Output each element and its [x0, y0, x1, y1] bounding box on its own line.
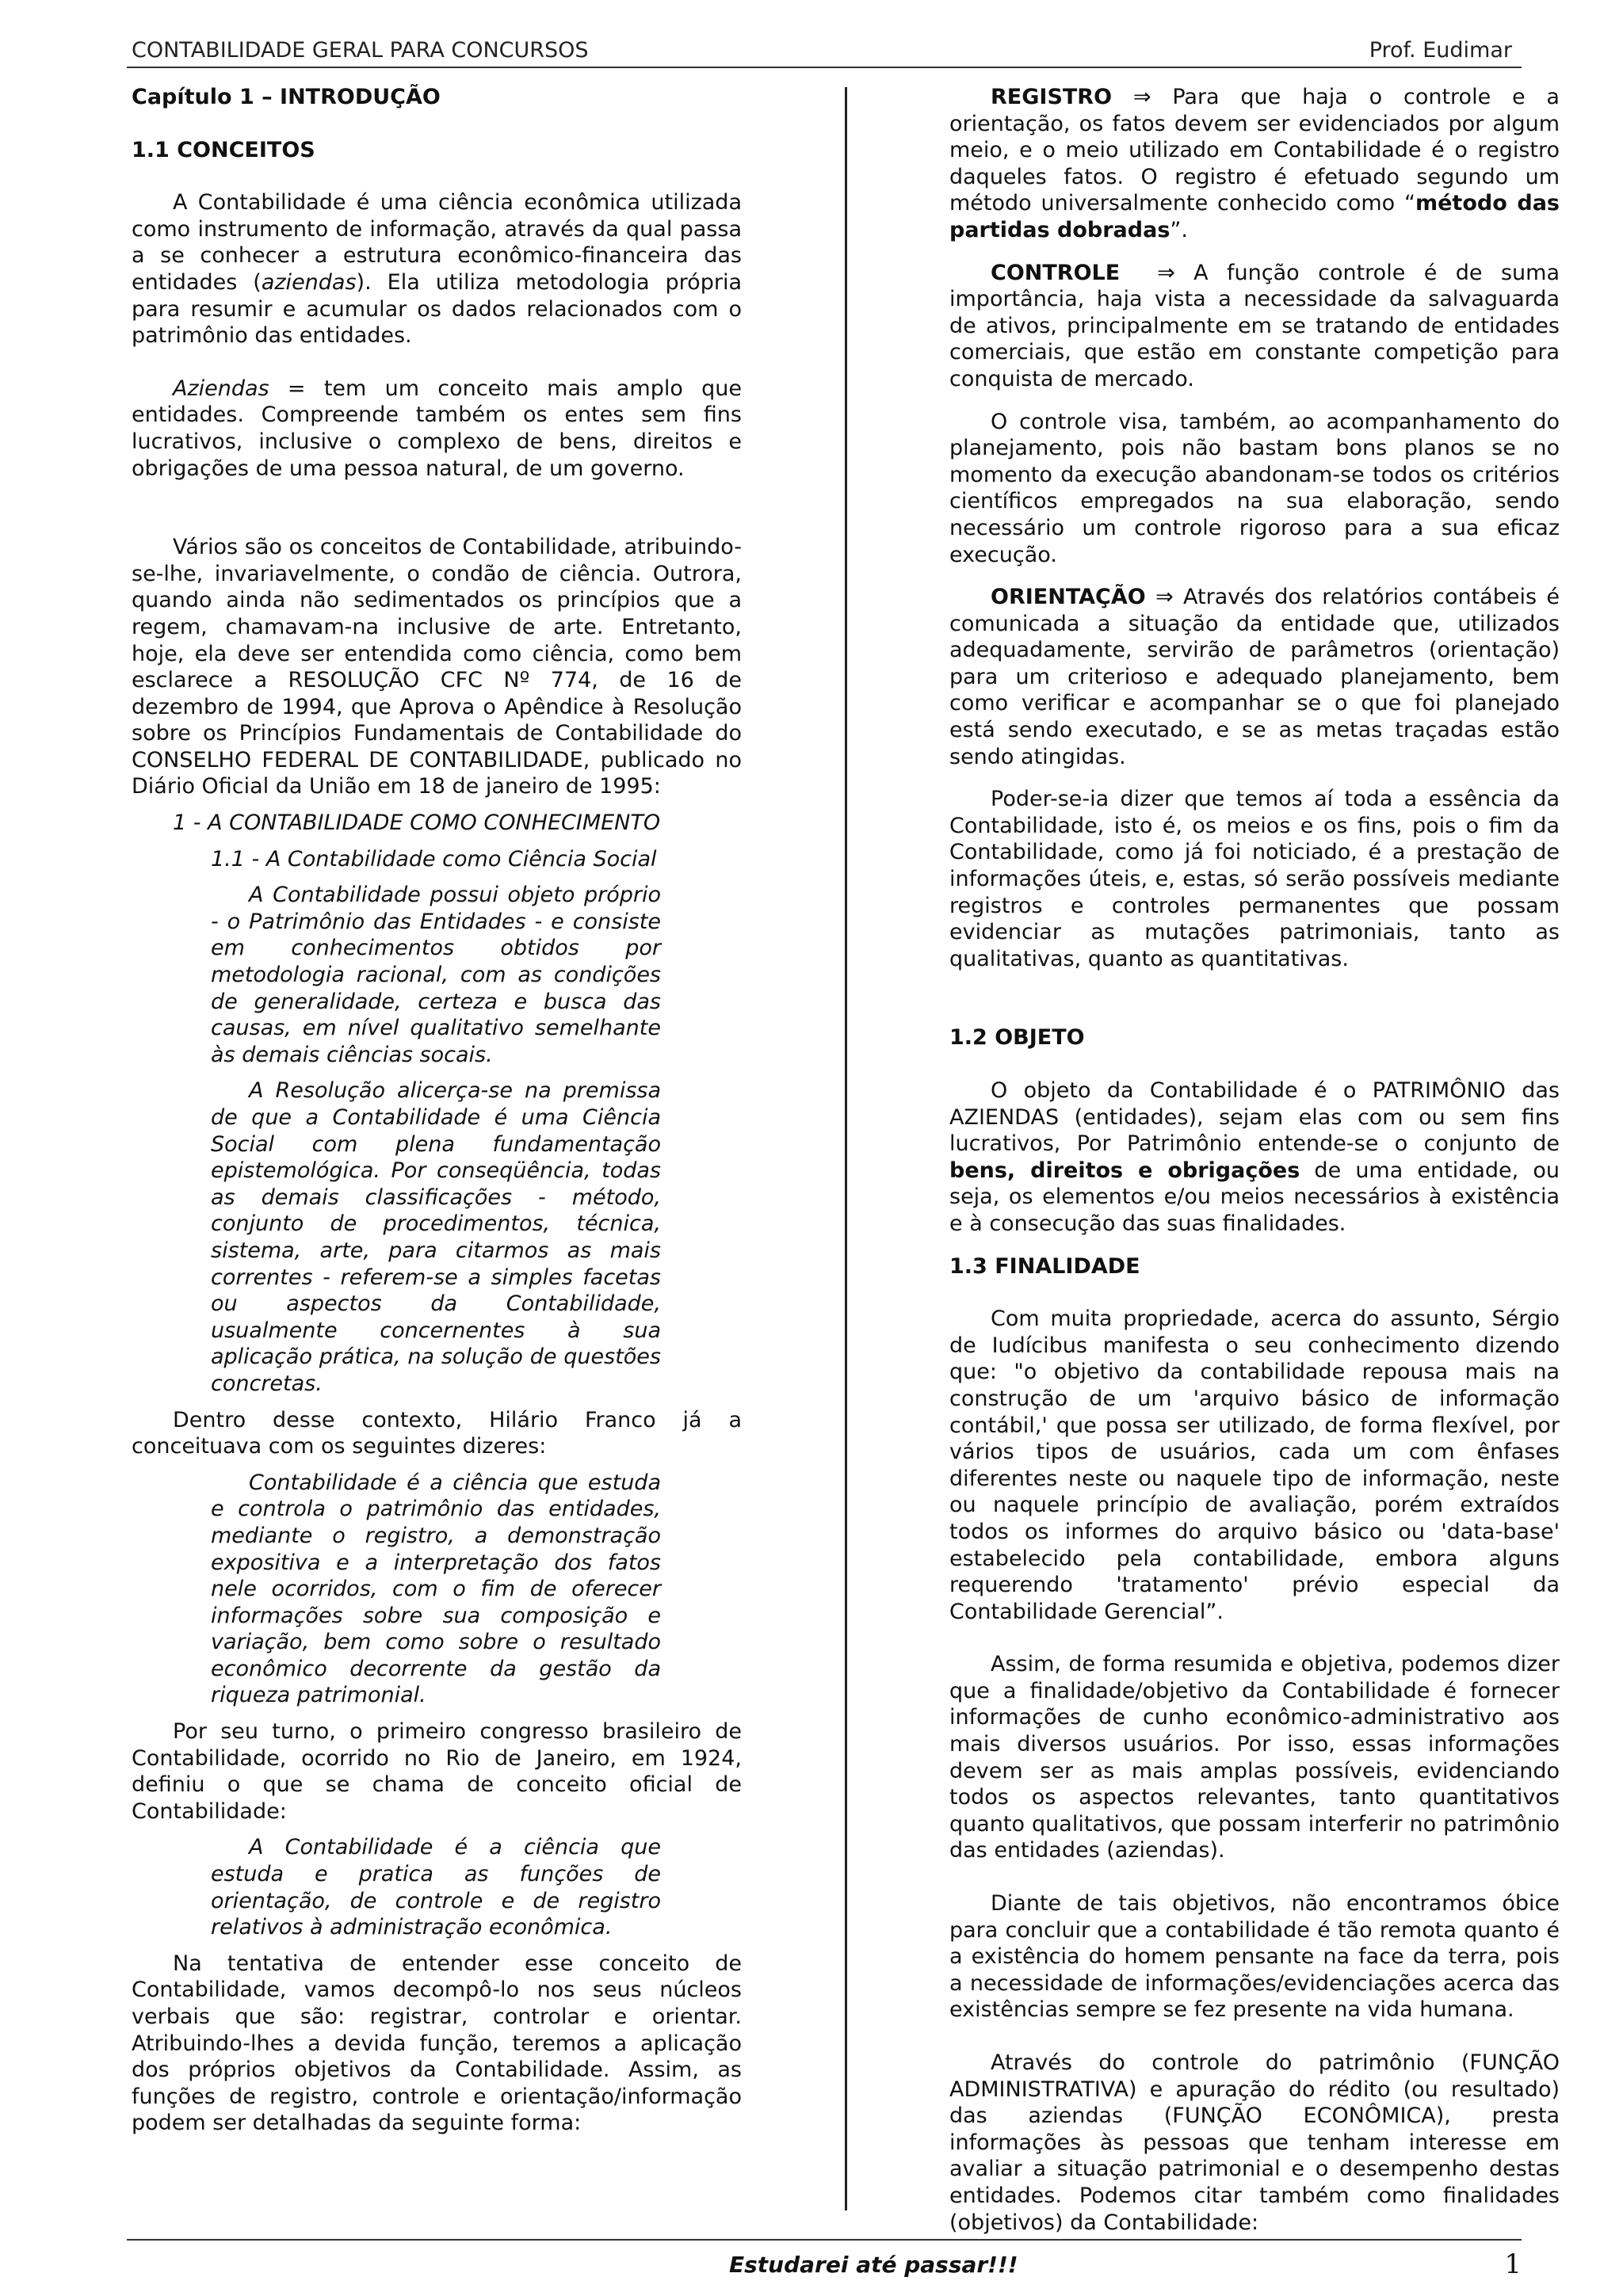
paragraph-objetivos: Diante de tais objetivos, não encontramos óbice para concluir que a contabilidade é tão remota quanto é a existência do homem pensante na face da terra, pois a necessidade de informações/evidenciações acerca das existências sempre se fez presente na vida humana. — [949, 1891, 1560, 2023]
paragraph-controle-patrimonio: Através do controle do patrimônio (FUNÇÃO ADMINISTRATIVA) e apuração do rédito (ou resultado) das aziendas (FUNÇÃO ECONÔMICA), presta informações às pessoas que tenham interesse em avaliar a situação patrimonial e o desempenho destas entidades. Podemos citar também como finalidades (objetivos) da Contabilidade: — [949, 2050, 1560, 2235]
quote-hilario-franco: Contabilidade é a ciência que estuda e controla o patrimônio das entidades, mediante o registro, a demonstração expositiva e a interpretação dos fatos nele ocorridos, com o fim de oferecer informações sobre sua composição e variação, bem como sobre o resultado econômico decorrente da gestão da riqueza patrimonial. — [211, 1470, 661, 1708]
paragraph-nucleos-verbais: Na tentativa de entender esse conceito de Contabilidade, vamos decompô-lo nos seus núcleos verbais que são: registrar, controlar e orientar. Atribuindo-lhes a devida função, teremos a aplicação dos próprios objetivos da Contabilidade. Assim, as funções de registro, controle e orientação/informação podem ser detalhadas da seguinte forma: — [132, 1951, 742, 2136]
paragraph-aziendas: Aziendas = tem um conceito mais amplo que entidades. Compreende também os entes sem fins lucrativos, inclusive o complexo de bens, direitos e obrigações de uma pessoa natural, de um governo. — [132, 376, 742, 481]
left-column — [132, 84, 742, 2137]
header-author: Prof. Eudimar — [1369, 38, 1512, 63]
page-header — [132, 38, 1512, 70]
paragraph-controle: CONTROLE ⇒ A função controle é de suma importância, haja vista a necessidade da salvaguarda de ativos, principalmente em se tratando de entidades comerciais, que estão em constante competição para conquista de mercado. — [949, 260, 1560, 391]
quote-conceito-oficial: A Contabilidade é a ciência que estuda e pratica as funções de orientação, de controle e de registro relativos à administração econômica. — [211, 1835, 661, 1940]
paragraph-hilario-franco: Dentro desse contexto, Hilário Franco já a conceituava com os seguintes dizeres: — [132, 1407, 742, 1459]
section-heading-1-1: 1.1 CONCEITOS — [132, 137, 315, 162]
header-title: CONTABILIDADE GERAL PARA CONCURSOS — [132, 38, 589, 63]
subheading-ciencia-social: 1.1 - A Contabilidade como Ciência Social — [211, 846, 657, 871]
right-column — [949, 84, 1560, 2236]
paragraph-objeto: O objeto da Contabilidade é o PATRIMÔNIO das AZIENDAS (entidades), sejam elas com ou sem fins lucrativos, Por Patrimônio entende-se o conjunto de bens, direitos e obrigações de uma entidade, ou seja, os elementos e/ou meios necessários à existência e à consecução das suas finalidades. — [949, 1078, 1560, 1236]
paragraph-finalidade: Assim, de forma resumida e objetiva, podemos dizer que a finalidade/objetivo da Contabilidade é fornecer informações de cunho econômico-administrativo aos mais diversos usuários. Por isso, essas informações devem ser as mais amplas possíveis, evidenciando todos os aspectos relevantes, tanto quantitativos quanto qualitativos, que possam interferir no patrimônio das entidades (aziendas). — [949, 1652, 1560, 1863]
label-controle: CONTROLE — [991, 260, 1121, 285]
header-rule — [127, 67, 1522, 68]
label-orientacao: ORIENTAÇÃO — [991, 585, 1146, 610]
page-number: 1 — [1504, 2248, 1522, 2280]
section-heading-1-2: 1.2 OBJETO — [949, 1025, 1085, 1051]
arrow-icon: ⇒ — [1155, 585, 1174, 610]
column-divider — [845, 87, 847, 2210]
section-heading-1-3: 1.3 FINALIDADE — [949, 1253, 1140, 1279]
paragraph-congresso: Por seu turno, o primeiro congresso brasileiro de Contabilidade, ocorrido no Rio de Janeiro, em 1924, definiu o que se chama de conceito oficial de Contabilidade: — [132, 1719, 742, 1824]
footer-rule — [127, 2239, 1522, 2241]
chapter-title: Capítulo 1 – INTRODUÇÃO — [132, 85, 441, 109]
footer-motto: Estudarei até passar!!! — [729, 2252, 1018, 2278]
paragraph-registro: REGISTRO ⇒ Para que haja o controle e a orientação, os fatos devem ser evidenciados por algum meio, e o meio utilizado em Contabilidade é o registro daqueles fatos. O registro é efetuado segundo um método universalmente conhecido como “método das partidas dobradas”. — [949, 85, 1560, 242]
paragraph-orientacao: ORIENTAÇÃO ⇒ Através dos relatórios contábeis é comunicada a situação da entidade que, utilizados adequadamente, servirão de parâmetros (orientação) para um criterioso e adequado planejamento, bem como verificar e acompanhar se o que foi planejado está sendo executado, e se as metas traçadas estão sendo atingidas. — [949, 585, 1560, 769]
arrow-icon: ⇒ — [1157, 260, 1175, 285]
arrow-icon: ⇒ — [1132, 85, 1151, 109]
label-registro: REGISTRO — [991, 85, 1113, 109]
paragraph-definition: A Contabilidade é uma ciência econômica utilizada como instrumento de informação, através da qual passa a se conhecer a estrutura econômico-financeira das entidades (aziendas). Ela utiliza metodologia própria para resumir e acumular os dados relacionados com o patrimônio das entidades. — [132, 190, 742, 349]
quote-resolucao: A Resolução alicerça-se na premissa de que a Contabilidade é uma Ciência Social com plena fundamentação epistemológica. Por conseqüência, todas as demais classificações - método, conjunto de procedimentos, técnica, sistema, arte, para citarmos as mais correntes - referem-se a simples facetas ou aspectos da Contabilidade, usualmente concernentes à sua aplicação prática, na solução de questões concretas. — [211, 1078, 661, 1396]
subheading-contabilidade-conhecimento: 1 - A CONTABILIDADE COMO CONHECIMENTO — [173, 810, 661, 836]
paragraph-iudicibus: Com muita propriedade, acerca do assunto, Sérgio de Iudícibus manifesta o seu conhecimento dizendo que: "o objetivo da contabilidade repousa mais na construção de um 'arquivo básico de informação contábil,' que possa ser utilizado, de forma flexível, por vários tipos de usuários, cada um com ênfases diferentes neste ou naquele tipo de informação, neste ou naquele princípio de avaliação, porém extraídos todos os informes do arquivo básico ou 'data-base' estabelecido pela contabilidade, embora alguns requerendo 'tratamento' prévio especial da Contabilidade Gerencial”. — [949, 1306, 1560, 1624]
page-footer — [0, 2248, 1623, 2283]
paragraph-essencia: Poder-se-ia dizer que temos aí toda a essência da Contabilidade, isto é, os meios e os fins, pois o fim da Contabilidade, como já foi noticiado, é a prestação de informações úteis, e, estas, só serão possíveis mediante registros e controles permanentes que possam evidenciar as mutações patrimoniais, tanto as qualitativas, quanto as quantitativas. — [949, 787, 1560, 971]
paragraph-concepts: Vários são os conceitos de Contabilidade, atribuindo-se-lhe, invariavelmente, o condão de ciência. Outrora, quando ainda não sedimentados os princípios que a regem, chamavam-na inclusive de arte. Entretanto, hoje, ela deve ser entendida como ciência, como bem esclarece a RESOLUÇÃO CFC Nº 774, de 16 de dezembro de 1994, que Aprova o Apêndice à Resolução sobre os Princípios Fundamentais de Contabilidade do CONSELHO FEDERAL DE CONTABILIDADE, publicado no Diário Oficial da União em 18 de janeiro de 1995: — [132, 535, 742, 799]
paragraph-controle-2: O controle visa, também, ao acompanhamento do planejamento, pois não bastam bons planos se no momento da execução abandonam-se todos os critérios científicos empregados na sua elaboração, sendo necessário um controle rigoroso para a sua eficaz execução. — [949, 409, 1560, 567]
quote-objeto-proprio: A Contabilidade possui objeto próprio - o Patrimônio das Entidades - e consiste em conhecimentos obtidos por metodologia racional, com as condições de generalidade, certeza e busca das causas, em nível qualitativo semelhante às demais ciências socais. — [211, 883, 661, 1067]
